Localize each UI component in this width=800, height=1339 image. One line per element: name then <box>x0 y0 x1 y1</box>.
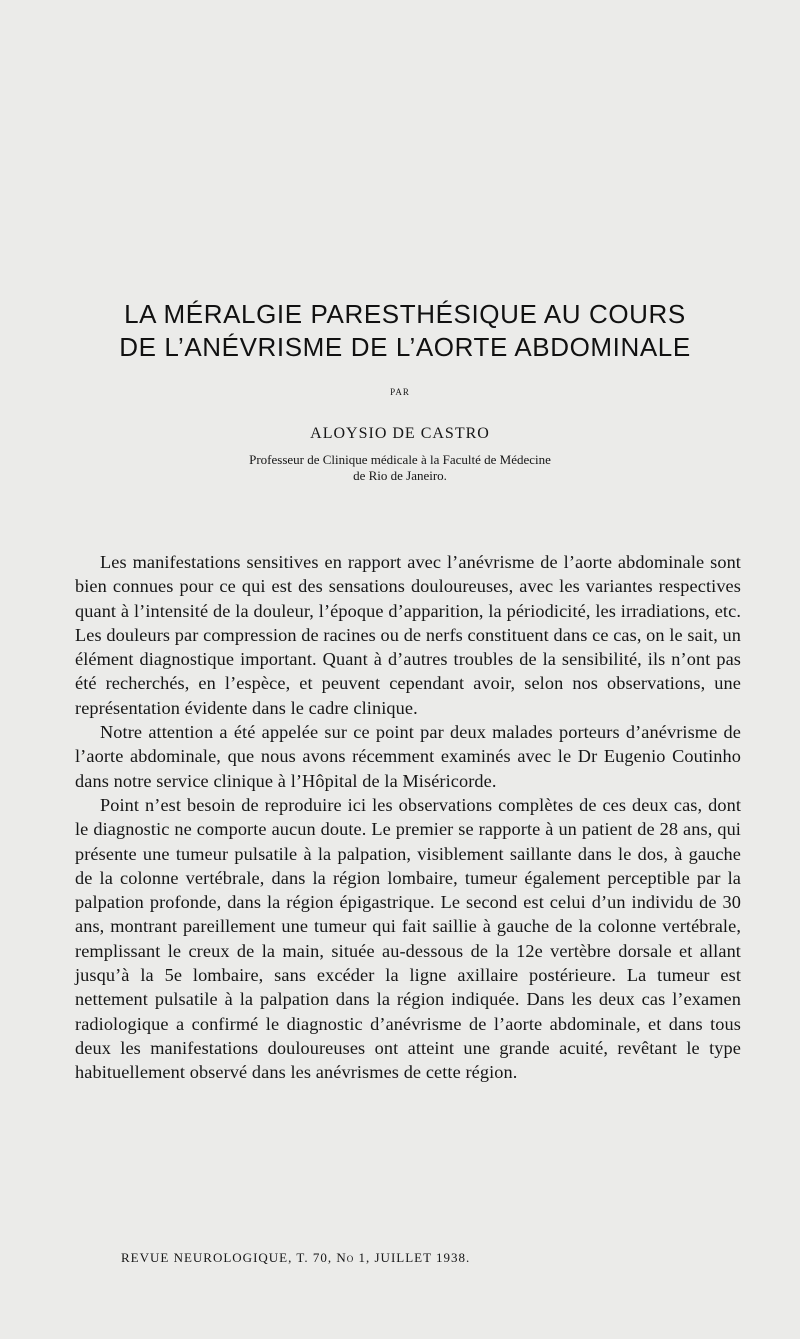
article-body <box>75 550 741 1085</box>
affiliation-line-1: Professeur de Clinique médicale à la Faculté de Médecine <box>249 452 551 467</box>
paragraph-1: Les manifestations sensitives en rapport avec l’anévrisme de l’aorte abdominale sont bien connues pour ce qui est des sensations douloureuses, avec les variantes respectives quant à l’intensité de la douleur, l’époque d’apparition, la périodicité, les irradiations, etc. Les douleurs par compression de racines ou de nerfs constituent dans ce cas, on le sait, un élément diagnostique important. Quant à d’autres troubles de la sensibilité, ils n’ont pas été recherchés, en l’espèce, et peuvent cependant avoir, selon nos observations, une représentation évidente dans le cadre clinique. <box>75 552 742 718</box>
author-name: ALOYSIO DE CASTRO <box>310 425 490 442</box>
author-affiliation <box>0 452 800 484</box>
title-line-2: DE L’ANÉVRISME DE L’AORTE ABDOMINALE <box>119 332 691 362</box>
byline-par: PAR <box>390 387 410 397</box>
paragraph-3: Point n’est besoin de reproduire ici les observations complètes de ces deux cas, dont le diagnostic ne comporte aucun doute. Le premier se rapporte à un patient de 28 ans, qui présente une tumeur pulsatile à la palpation, visiblement saillante dans le dos, à gauche de la colonne vertébrale, dans la région lombaire, tumeur également perceptible par la palpation profonde, dans la région épigastrique. Le second est celui d’un individu de 30 ans, montrant pareillement une tumeur qui fait saillie à gauche de la colonne vertébrale, remplissant le creux de la main, située au-dessous de la 12e vertèbre dorsale et allant jusqu’à la 5e lombaire, sans excéder la ligne axillaire postérieure. La tumeur est nettement pulsatile à la palpation dans la région indiquée. Dans les deux cas l’examen radiologique a confirmé le diagnostic d’anévrisme de l’aorte abdominale, et dans tous deux les manifestations douloureuses ont atteint une grande acuité, revêtant le type habituellement observé dans les anévrismes de cette région. <box>75 794 741 1083</box>
title-line-1: LA MÉRALGIE PARESTHÉSIQUE AU COURS <box>124 299 686 329</box>
paragraph-2: Notre attention a été appelée sur ce point par deux malades porteurs d’anévrisme de l’aorte abdominale, que nous avons récemment examinés avec le Dr Eugenio Coutinho dans notre service clinique à l’Hôpital de la Miséricorde. <box>75 722 741 791</box>
article-title <box>95 298 715 364</box>
affiliation-line-2: de Rio de Janeiro. <box>353 468 447 483</box>
journal-citation-footer: REVUE NEUROLOGIQUE, T. 70, No 1, JUILLET 1938. <box>121 1250 471 1265</box>
